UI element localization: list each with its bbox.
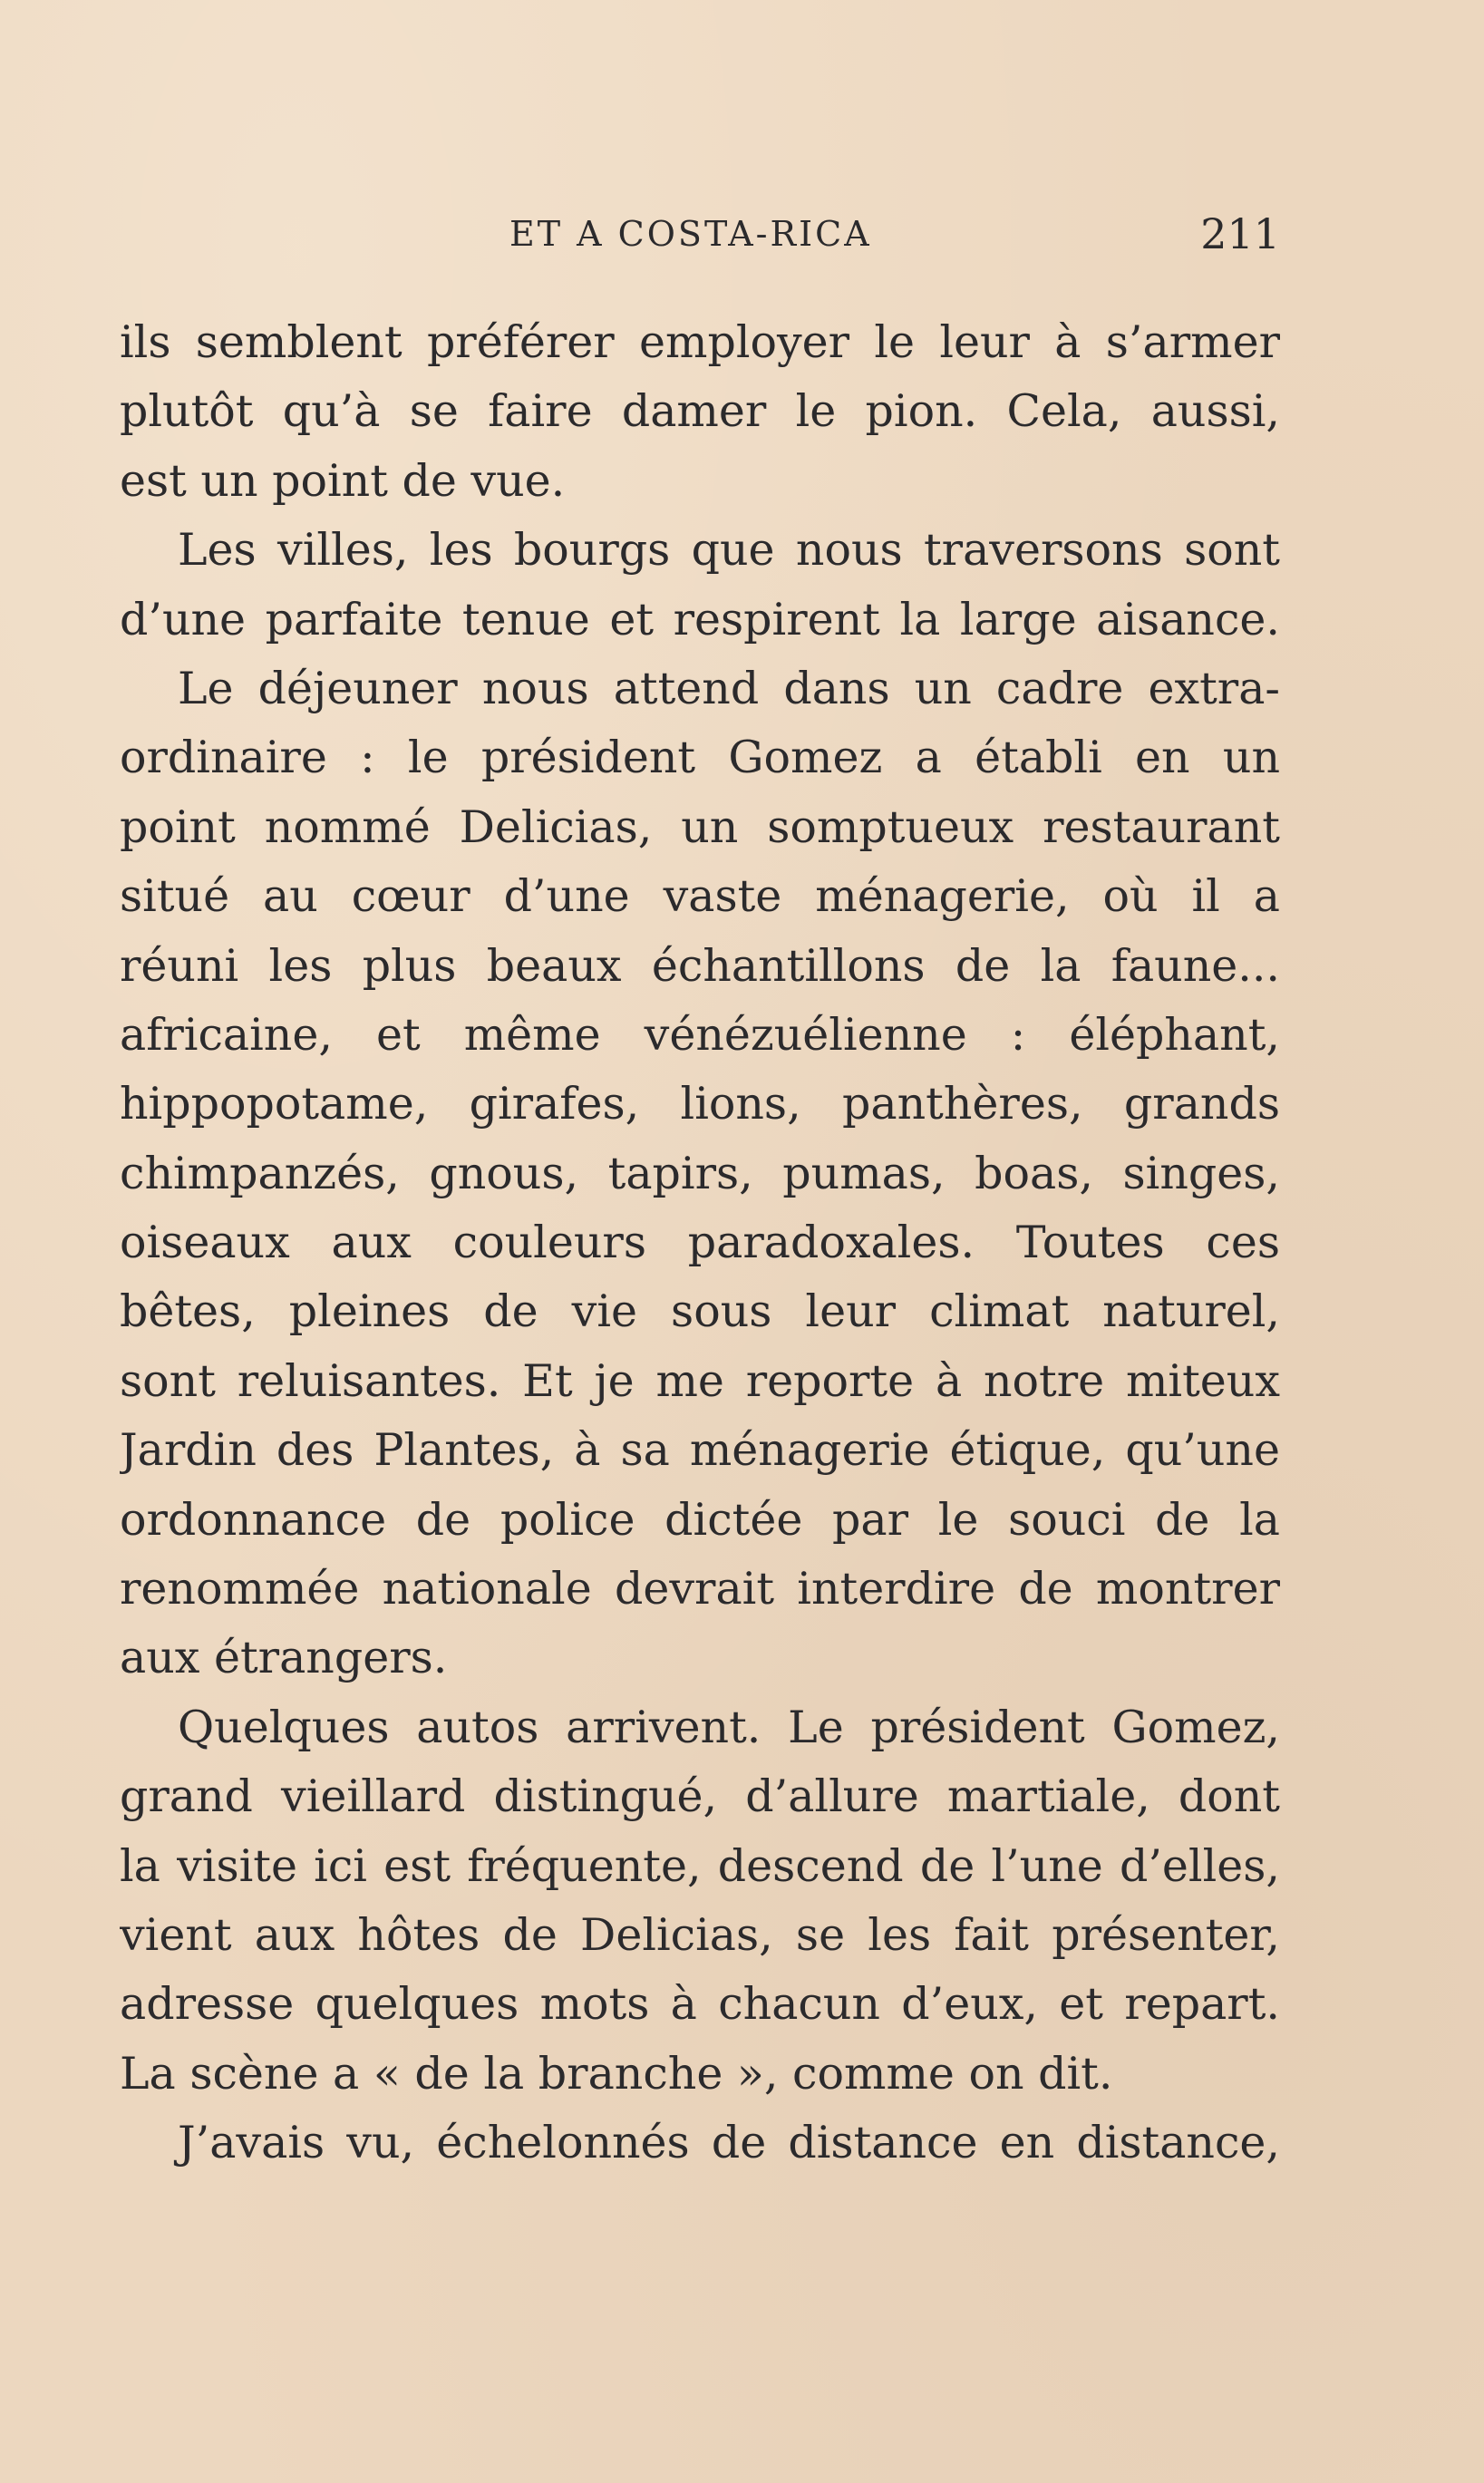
- text-line: vient aux hôtes de Delicias, se les fait présenter,: [120, 1908, 1280, 1961]
- text-line: plutôt qu’à se faire damer le pion. Cela, aussi,: [120, 385, 1280, 438]
- text-line: La scène a « de la branche », comme on dit.: [120, 2047, 1113, 2100]
- text-line: aux étrangers.: [120, 1632, 448, 1684]
- text-line: bêtes, pleines de vie sous leur climat naturel,: [120, 1285, 1280, 1338]
- text-line: ils semblent préférer employer le leur à s’armer: [120, 316, 1280, 368]
- text-line: la visite ici est fréquente, descend de l’une d’elles,: [120, 1839, 1280, 1892]
- page-number: 211: [1200, 209, 1280, 258]
- text-line: sont reluisantes. Et je me reporte à notre miteux: [120, 1354, 1280, 1407]
- text-line: adresse quelques mots à chacun d’eux, et repart.: [120, 1978, 1280, 2031]
- text-line: grand vieillard distingué, d’allure martiale, dont: [120, 1770, 1280, 1823]
- text-line: J’avais vu, échelonnés de distance en distance,: [178, 2117, 1280, 2169]
- running-head: [120, 207, 1280, 261]
- text-line: africaine, et même vénézuélienne : éléphant,: [120, 1008, 1280, 1061]
- running-title: ET A COSTA-RICA: [509, 214, 872, 254]
- text-line: Les villes, les bourgs que nous traversons sont: [178, 524, 1280, 577]
- text-line: Jardin des Plantes, à sa ménagerie étique, qu’une: [120, 1424, 1280, 1477]
- text-line: réuni les plus beaux échantillons de la faune...: [120, 939, 1280, 992]
- text-line: Quelques autos arrivent. Le président Gomez,: [178, 1701, 1280, 1753]
- text-line: oiseaux aux couleurs paradoxales. Toutes ces: [120, 1217, 1280, 1269]
- text-line: situé au cœur d’une vaste ménagerie, où il a: [120, 870, 1280, 923]
- text-line: chimpanzés, gnous, tapirs, pumas, boas, singes,: [120, 1147, 1280, 1199]
- text-line: ordinaire : le président Gomez a établi en un: [120, 732, 1280, 784]
- body-text: [120, 308, 1280, 2178]
- text-line: est un point de vue.: [120, 454, 566, 507]
- text-line: hippopotame, girafes, lions, panthères, grands: [120, 1078, 1280, 1130]
- text-line: point nommé Delicias, un somptueux restaurant: [120, 800, 1280, 853]
- text-line: d’une parfaite tenue et respirent la large aisance.: [120, 593, 1280, 645]
- text-line: renommée nationale devrait interdire de montrer: [120, 1563, 1280, 1615]
- text-line: Le déjeuner nous attend dans un cadre extra-: [178, 662, 1280, 714]
- text-line: ordonnance de police dictée par le souci de la: [120, 1493, 1280, 1546]
